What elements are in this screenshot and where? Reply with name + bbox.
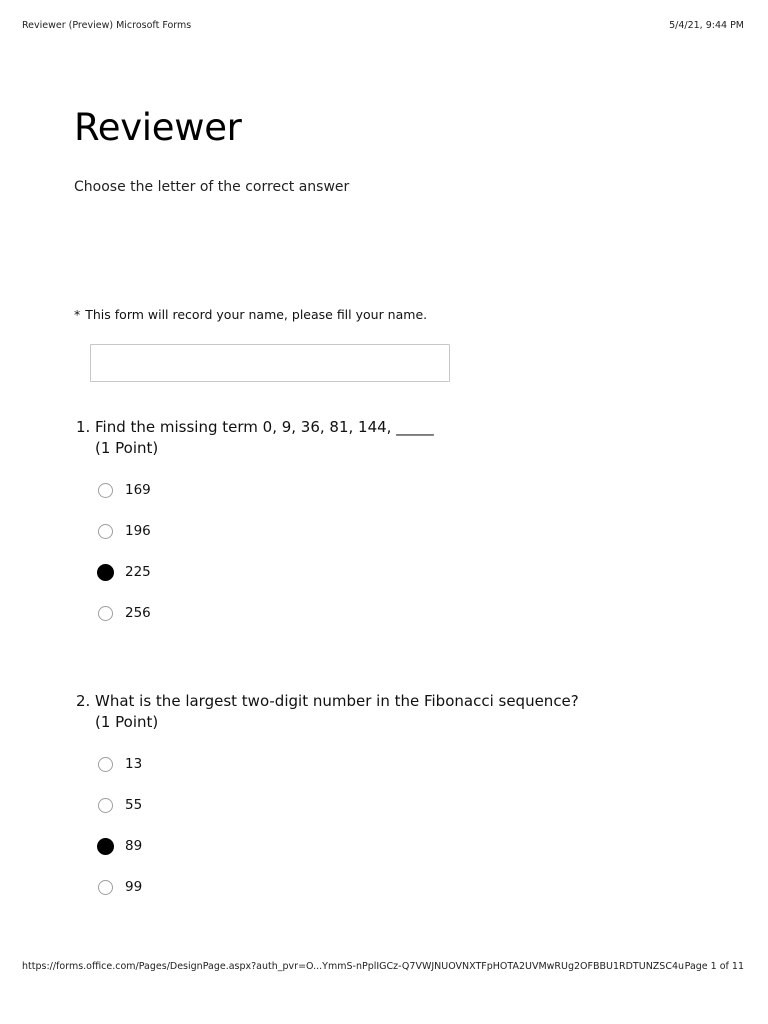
- question-1-text: Find the missing term 0, 9, 36, 81, 144, _____: [95, 418, 434, 436]
- radio-button[interactable]: [98, 798, 113, 813]
- required-asterisk: *: [74, 307, 81, 322]
- print-footer: [22, 961, 744, 973]
- option-label: 55: [125, 797, 143, 813]
- print-footer-page: Page 1 of 11: [684, 961, 744, 972]
- print-footer-url: https://forms.office.com/Pages/DesignPage.aspx?auth_pvr=O...YmmS-nPplIGCz-Q7VWJNUOVNXTFpHOTA2UVMwRUg2OFBBU1RDTUNZSC4u: [22, 961, 685, 972]
- print-header-datetime: 5/4/21, 9:44 PM: [669, 20, 744, 31]
- question-1: [76, 417, 696, 644]
- question-1-option[interactable]: [98, 521, 696, 562]
- radio-button[interactable]: [98, 757, 113, 772]
- radio-button[interactable]: [98, 524, 113, 539]
- radio-button-selected[interactable]: [97, 564, 114, 581]
- radio-button[interactable]: [98, 880, 113, 895]
- option-label: 13: [125, 756, 143, 772]
- option-label: 99: [125, 879, 143, 895]
- question-1-points: (1 Point): [95, 439, 159, 457]
- form-description: Choose the letter of the correct answer: [74, 179, 350, 195]
- radio-button[interactable]: [98, 483, 113, 498]
- question-2-option[interactable]: [98, 754, 696, 795]
- radio-button-selected[interactable]: [97, 838, 114, 855]
- question-1-option[interactable]: [98, 603, 696, 644]
- question-2-options: [76, 754, 696, 918]
- question-2-option[interactable]: [98, 836, 696, 877]
- question-1-options: [76, 480, 696, 644]
- question-2-option[interactable]: [98, 877, 696, 918]
- print-header-title: Reviewer (Preview) Microsoft Forms: [22, 20, 192, 31]
- question-2-header: [76, 691, 696, 733]
- option-label: 196: [125, 523, 151, 539]
- name-notice: [74, 307, 427, 322]
- question-1-header: [76, 417, 696, 459]
- question-2-text: What is the largest two-digit number in the Fibonacci sequence?: [95, 692, 579, 710]
- option-label: 89: [125, 838, 143, 854]
- question-2-number: 2.: [76, 692, 91, 710]
- question-1-option[interactable]: [98, 562, 696, 603]
- name-input[interactable]: [90, 344, 450, 382]
- question-1-option[interactable]: [98, 480, 696, 521]
- form-title: Reviewer: [74, 106, 242, 149]
- question-1-number: 1.: [76, 418, 91, 436]
- question-2-option[interactable]: [98, 795, 696, 836]
- print-header: [22, 20, 744, 32]
- radio-button[interactable]: [98, 606, 113, 621]
- option-label: 225: [125, 564, 151, 580]
- option-label: 256: [125, 605, 151, 621]
- name-notice-text: This form will record your name, please fill your name.: [85, 307, 428, 322]
- question-2-points: (1 Point): [95, 713, 159, 731]
- question-2: [76, 691, 696, 918]
- option-label: 169: [125, 482, 151, 498]
